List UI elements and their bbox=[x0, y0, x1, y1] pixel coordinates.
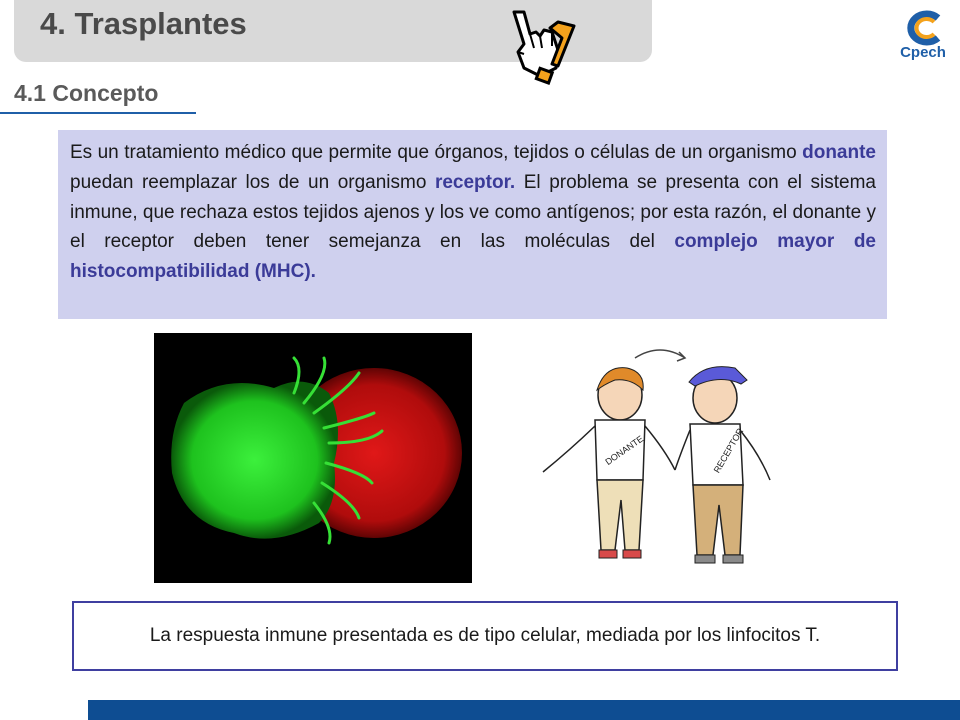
footer-bar bbox=[88, 700, 960, 720]
section-underline bbox=[0, 112, 196, 114]
definition-box bbox=[58, 130, 887, 319]
definition-part: El problema se presenta con el sistema inmune, que rechaza estos tejidos ajenos y los ve como antígenos; por esta razón, el donante y el receptor deben tener semejanza en las moléculas del bbox=[70, 171, 876, 253]
highlight-donante: donante bbox=[802, 142, 876, 163]
definition-text bbox=[70, 138, 876, 287]
note-box bbox=[72, 601, 898, 671]
cell-micrograph-image bbox=[154, 333, 472, 583]
cpech-logo bbox=[892, 4, 954, 60]
highlight-receptor: receptor. bbox=[434, 171, 516, 193]
section-title: 4.1 Concepto bbox=[14, 80, 159, 106]
note-text: La respuesta inmune presentada es de tipo celular, mediada por los linfocitos T. bbox=[149, 625, 821, 646]
shirt-label-donante: DONANTE bbox=[603, 433, 646, 468]
donor-receptor-cartoon bbox=[535, 340, 785, 580]
page-title: 4. Trasplantes bbox=[40, 6, 247, 41]
shirt-label-receptor: RECEPTOR bbox=[711, 426, 746, 475]
definition-part: puedan reemplazar los de un organismo bbox=[70, 171, 435, 193]
definition-part: Es un tratamiento médico que permite que órganos, tejidos o células de un organismo bbox=[70, 142, 803, 163]
pointing-hand-exclamation-icon bbox=[500, 2, 590, 88]
highlight-mhc: complejo mayor de histocompatibilidad (MHC). bbox=[70, 231, 876, 283]
logo-text: Cpech bbox=[900, 44, 946, 60]
